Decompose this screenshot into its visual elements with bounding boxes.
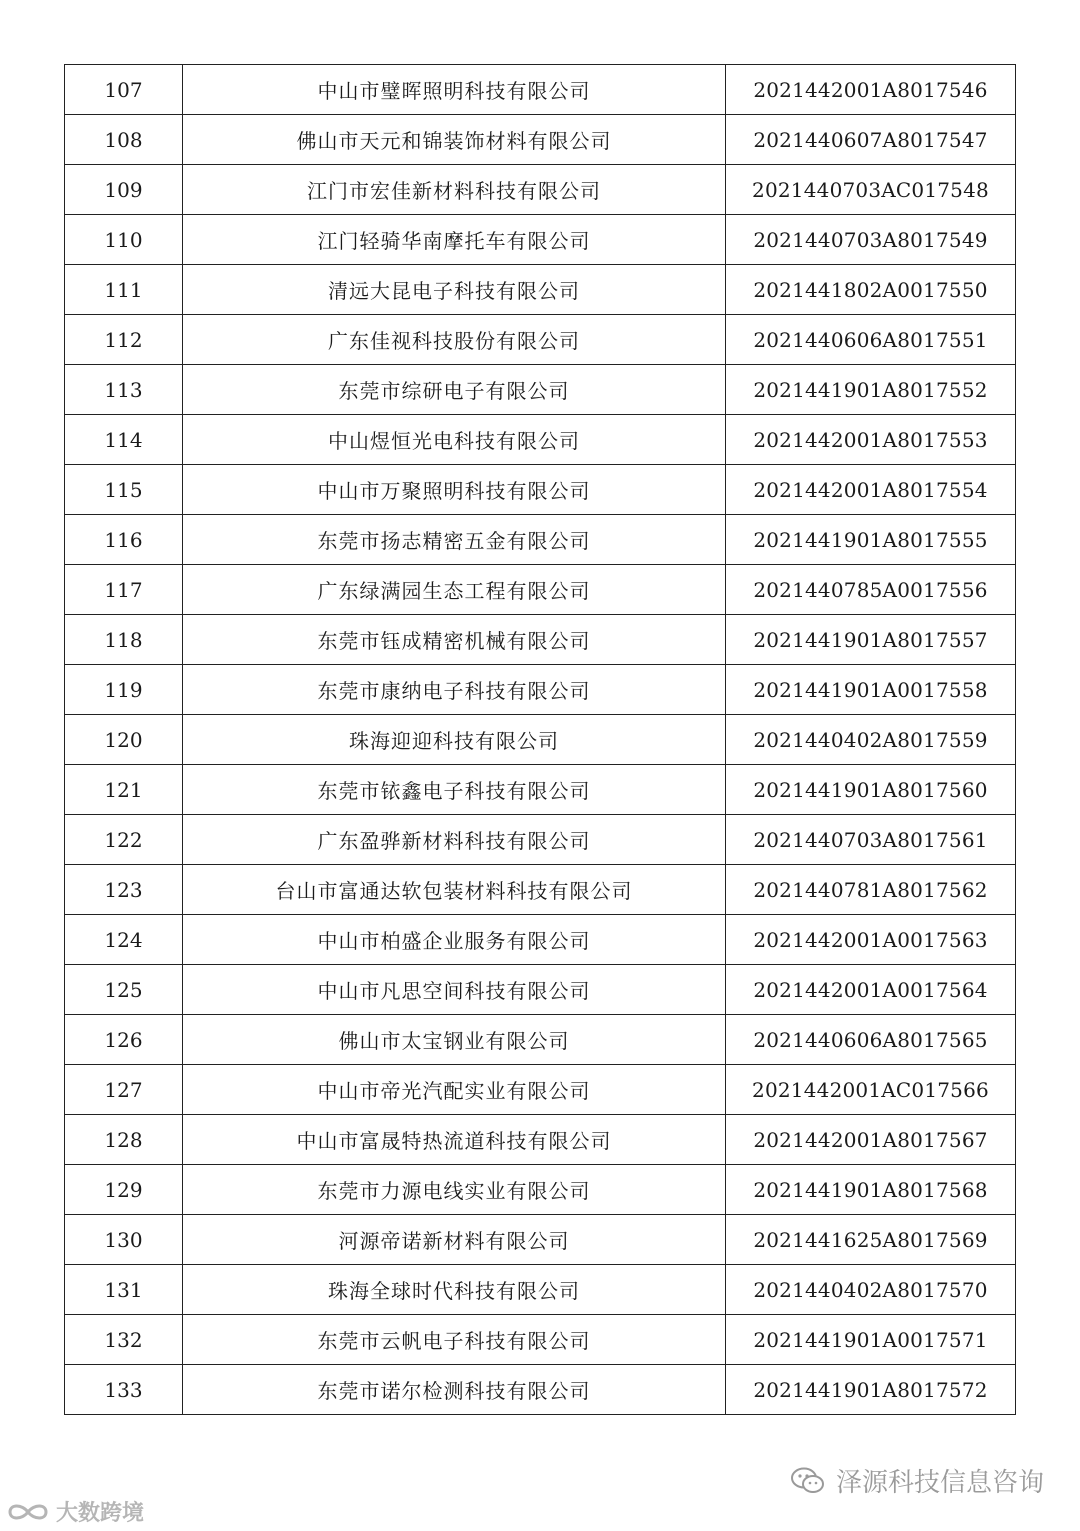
table-row — [65, 65, 1016, 115]
row-number-cell: 109 — [65, 165, 183, 215]
registration-code-cell: 2021441901A8017560 — [726, 765, 1016, 815]
company-name-cell: 中山市柏盛企业服务有限公司 — [183, 915, 726, 965]
registration-code-cell: 2021442001A8017554 — [726, 465, 1016, 515]
row-number-cell: 127 — [65, 1065, 183, 1115]
table-row — [65, 665, 1016, 715]
registration-code-cell: 2021442001A0017563 — [726, 915, 1016, 965]
table-row — [65, 115, 1016, 165]
registration-code-cell: 2021441901A8017552 — [726, 365, 1016, 415]
table-row — [65, 265, 1016, 315]
company-name-cell: 河源帝诺新材料有限公司 — [183, 1215, 726, 1265]
row-number-cell: 119 — [65, 665, 183, 715]
row-number-cell: 117 — [65, 565, 183, 615]
company-name-cell: 江门市宏佳新材料科技有限公司 — [183, 165, 726, 215]
registration-code-cell: 2021440606A8017565 — [726, 1015, 1016, 1065]
table-body — [65, 65, 1016, 1415]
registration-code-cell: 2021441901A8017568 — [726, 1165, 1016, 1215]
wechat-icon — [790, 1466, 826, 1496]
row-number-cell: 121 — [65, 765, 183, 815]
table-row — [65, 865, 1016, 915]
company-name-cell: 中山市万聚照明科技有限公司 — [183, 465, 726, 515]
company-name-cell: 东莞市力源电线实业有限公司 — [183, 1165, 726, 1215]
row-number-cell: 120 — [65, 715, 183, 765]
table-row — [65, 1015, 1016, 1065]
table-row — [65, 765, 1016, 815]
company-name-cell: 中山煜恒光电科技有限公司 — [183, 415, 726, 465]
table-row — [65, 615, 1016, 665]
row-number-cell: 123 — [65, 865, 183, 915]
row-number-cell: 112 — [65, 315, 183, 365]
table-row — [65, 1265, 1016, 1315]
company-name-cell: 中山市帝光汽配实业有限公司 — [183, 1065, 726, 1115]
row-number-cell: 111 — [65, 265, 183, 315]
registration-code-cell: 2021440785A0017556 — [726, 565, 1016, 615]
row-number-cell: 118 — [65, 615, 183, 665]
row-number-cell: 122 — [65, 815, 183, 865]
row-number-cell: 124 — [65, 915, 183, 965]
registration-code-cell: 2021441901A8017572 — [726, 1365, 1016, 1415]
registration-code-cell: 2021440606A8017551 — [726, 315, 1016, 365]
table-row — [65, 965, 1016, 1015]
company-name-cell: 东莞市云帆电子科技有限公司 — [183, 1315, 726, 1365]
registration-code-cell: 2021441901A0017571 — [726, 1315, 1016, 1365]
company-list-table — [64, 64, 1016, 1415]
company-name-cell: 中山市凡思空间科技有限公司 — [183, 965, 726, 1015]
row-number-cell: 114 — [65, 415, 183, 465]
table-row — [65, 215, 1016, 265]
registration-code-cell: 2021442001A8017553 — [726, 415, 1016, 465]
table-row — [65, 1115, 1016, 1165]
wechat-watermark — [790, 1462, 1044, 1499]
table-row — [65, 515, 1016, 565]
company-name-cell: 东莞市钰成精密机械有限公司 — [183, 615, 726, 665]
table-row — [65, 415, 1016, 465]
corner-watermark-text: 大数跨境 — [56, 1501, 145, 1526]
company-name-cell: 东莞市扬志精密五金有限公司 — [183, 515, 726, 565]
table-row — [65, 1165, 1016, 1215]
registration-code-cell: 2021440402A8017570 — [726, 1265, 1016, 1315]
company-name-cell: 东莞市铱鑫电子科技有限公司 — [183, 765, 726, 815]
table-row — [65, 1365, 1016, 1415]
company-name-cell: 珠海迎迎科技有限公司 — [183, 715, 726, 765]
company-name-cell: 广东绿满园生态工程有限公司 — [183, 565, 726, 615]
row-number-cell: 132 — [65, 1315, 183, 1365]
table-row — [65, 1215, 1016, 1265]
table-row — [65, 315, 1016, 365]
row-number-cell: 110 — [65, 215, 183, 265]
registration-code-cell: 2021440402A8017559 — [726, 715, 1016, 765]
table-row — [65, 165, 1016, 215]
company-name-cell: 广东佳视科技股份有限公司 — [183, 315, 726, 365]
registration-code-cell: 2021440703A8017561 — [726, 815, 1016, 865]
company-name-cell: 东莞市诺尔检测科技有限公司 — [183, 1365, 726, 1415]
registration-code-cell: 2021440703A8017549 — [726, 215, 1016, 265]
registration-code-cell: 2021441625A8017569 — [726, 1215, 1016, 1265]
infinity-logo-icon — [4, 1499, 52, 1525]
table-row — [65, 1065, 1016, 1115]
row-number-cell: 130 — [65, 1215, 183, 1265]
company-name-cell: 台山市富通达软包装材料科技有限公司 — [183, 865, 726, 915]
company-name-cell: 江门轻骑华南摩托车有限公司 — [183, 215, 726, 265]
table-row — [65, 715, 1016, 765]
registration-code-cell: 2021440781A8017562 — [726, 865, 1016, 915]
company-name-cell: 佛山市天元和锦装饰材料有限公司 — [183, 115, 726, 165]
row-number-cell: 107 — [65, 65, 183, 115]
row-number-cell: 131 — [65, 1265, 183, 1315]
company-name-cell: 中山市富晟特热流道科技有限公司 — [183, 1115, 726, 1165]
row-number-cell: 125 — [65, 965, 183, 1015]
registration-code-cell: 2021441802A0017550 — [726, 265, 1016, 315]
row-number-cell: 115 — [65, 465, 183, 515]
table-row — [65, 915, 1016, 965]
table-row — [65, 815, 1016, 865]
wechat-account-name: 泽源科技信息咨询 — [835, 1468, 1044, 1498]
row-number-cell: 128 — [65, 1115, 183, 1165]
table-row — [65, 365, 1016, 415]
registration-code-cell: 2021442001AC017566 — [726, 1065, 1016, 1115]
registration-code-cell: 2021442001A0017564 — [726, 965, 1016, 1015]
company-name-cell: 东莞市综研电子有限公司 — [183, 365, 726, 415]
company-name-cell: 中山市璧晖照明科技有限公司 — [183, 65, 726, 115]
registration-code-cell: 2021441901A0017558 — [726, 665, 1016, 715]
row-number-cell: 126 — [65, 1015, 183, 1065]
corner-watermark — [4, 1496, 144, 1527]
registration-code-cell: 2021442001A8017567 — [726, 1115, 1016, 1165]
company-name-cell: 珠海全球时代科技有限公司 — [183, 1265, 726, 1315]
row-number-cell: 108 — [65, 115, 183, 165]
registration-code-cell: 2021441901A8017555 — [726, 515, 1016, 565]
table-row — [65, 565, 1016, 615]
row-number-cell: 129 — [65, 1165, 183, 1215]
table-row — [65, 1315, 1016, 1365]
company-name-cell: 清远大昆电子科技有限公司 — [183, 265, 726, 315]
row-number-cell: 133 — [65, 1365, 183, 1415]
registration-code-cell: 2021440607A8017547 — [726, 115, 1016, 165]
company-name-cell: 东莞市康纳电子科技有限公司 — [183, 665, 726, 715]
company-name-cell: 佛山市太宝钢业有限公司 — [183, 1015, 726, 1065]
registration-code-cell: 2021440703AC017548 — [726, 165, 1016, 215]
registration-code-cell: 2021441901A8017557 — [726, 615, 1016, 665]
registration-code-cell: 2021442001A8017546 — [726, 65, 1016, 115]
row-number-cell: 113 — [65, 365, 183, 415]
row-number-cell: 116 — [65, 515, 183, 565]
company-name-cell: 广东盈骅新材料科技有限公司 — [183, 815, 726, 865]
table-row — [65, 465, 1016, 515]
